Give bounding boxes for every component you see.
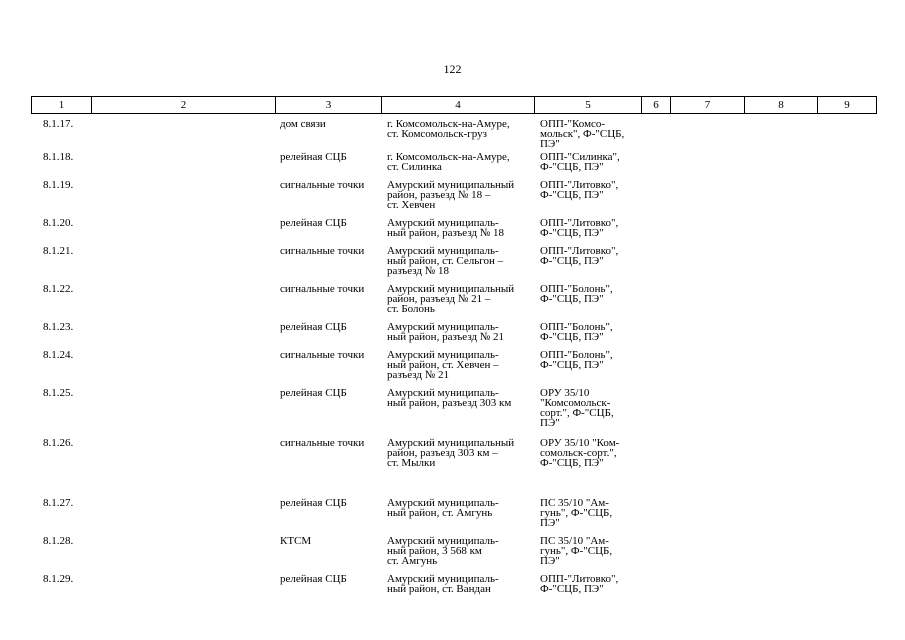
- table-row: [31, 284, 876, 322]
- object-type: [275, 438, 381, 498]
- owner-text: ПС 35/10 "Ам- гунь", Ф-"СЦБ, ПЭ": [540, 497, 613, 529]
- table-header: [31, 96, 877, 114]
- row-number: [31, 152, 91, 180]
- location: [381, 152, 534, 180]
- row-number: [31, 388, 91, 438]
- empty-cell: [91, 284, 275, 322]
- empty-cell: [641, 438, 670, 498]
- row-number: [31, 438, 91, 498]
- empty-cell: [670, 119, 744, 152]
- empty-cell: [91, 350, 275, 388]
- header-col-6: 6: [642, 97, 671, 114]
- owner-text: ПС 35/10 "Ам- гунь", Ф-"СЦБ, ПЭ": [540, 535, 613, 567]
- empty-cell: [817, 119, 876, 152]
- empty-cell: [744, 498, 817, 536]
- empty-cell: [670, 218, 744, 246]
- row-number: [31, 284, 91, 322]
- empty-cell: [670, 536, 744, 574]
- owner-text: ОПП-"Болонь", Ф-"СЦБ, ПЭ": [540, 283, 613, 305]
- header-col-3: 3: [276, 97, 382, 114]
- empty-cell: [641, 180, 670, 218]
- empty-cell: [744, 284, 817, 322]
- empty-cell: [670, 388, 744, 438]
- location-text: Амурский муниципаль- ный район, разъезд № 21: [387, 321, 505, 343]
- empty-cell: [744, 350, 817, 388]
- owner-text: ОПП-"Литовко", Ф-"СЦБ, ПЭ": [540, 217, 619, 239]
- row-number: [31, 246, 91, 284]
- object-type-text: релейная СЦБ: [280, 217, 347, 229]
- owner: [534, 574, 641, 604]
- empty-cell: [817, 498, 876, 536]
- header-col-8: 8: [745, 97, 818, 114]
- owner-text: ОПП-"Литовко", Ф-"СЦБ, ПЭ": [540, 245, 619, 267]
- owner-text: ОПП-"Комсо- мольск", Ф-"СЦБ, ПЭ": [540, 118, 625, 150]
- table-row: [31, 322, 876, 350]
- location: [381, 284, 534, 322]
- row-number-text: 8.1.22.: [43, 283, 74, 295]
- location: [381, 119, 534, 152]
- empty-cell: [91, 536, 275, 574]
- owner: [534, 350, 641, 388]
- empty-cell: [744, 536, 817, 574]
- row-number: [31, 218, 91, 246]
- empty-cell: [641, 284, 670, 322]
- owner-text: ОПП-"Болонь", Ф-"СЦБ, ПЭ": [540, 321, 613, 343]
- table-row: [31, 246, 876, 284]
- row-number: [31, 536, 91, 574]
- object-type-text: релейная СЦБ: [280, 573, 347, 585]
- header-col-2: 2: [92, 97, 276, 114]
- location: [381, 180, 534, 218]
- empty-cell: [641, 350, 670, 388]
- empty-cell: [817, 322, 876, 350]
- object-type-text: сигнальные точки: [280, 245, 365, 257]
- object-type: [275, 322, 381, 350]
- empty-cell: [641, 536, 670, 574]
- empty-cell: [91, 574, 275, 604]
- empty-cell: [817, 388, 876, 438]
- object-type: [275, 246, 381, 284]
- empty-cell: [641, 152, 670, 180]
- row-number-text: 8.1.26.: [43, 437, 74, 449]
- table-row: [31, 498, 876, 536]
- empty-cell: [641, 574, 670, 604]
- empty-cell: [744, 152, 817, 180]
- empty-cell: [91, 180, 275, 218]
- location-text: Амурский муниципальный район, разъезд 303 км – ст. Мылки: [387, 437, 515, 469]
- header-col-7: 7: [671, 97, 745, 114]
- row-number: [31, 180, 91, 218]
- owner-text: ОПП-"Литовко", Ф-"СЦБ, ПЭ": [540, 179, 619, 201]
- object-type: [275, 388, 381, 438]
- location: [381, 322, 534, 350]
- owner: [534, 284, 641, 322]
- empty-cell: [744, 574, 817, 604]
- location-text: Амурский муниципаль- ный район, разъезд № 18: [387, 217, 505, 239]
- row-number-text: 8.1.28.: [43, 535, 74, 547]
- location-text: Амурский муниципаль- ный район, ст. Сельгон – разъезд № 18: [387, 245, 504, 277]
- empty-cell: [817, 574, 876, 604]
- empty-cell: [91, 119, 275, 152]
- object-type: [275, 574, 381, 604]
- object-type: [275, 536, 381, 574]
- location: [381, 388, 534, 438]
- owner-text: ОРУ 35/10 "Комсомольск- сорт.", Ф-"СЦБ, ПЭ": [540, 387, 614, 429]
- empty-cell: [670, 438, 744, 498]
- owner: [534, 218, 641, 246]
- empty-cell: [641, 498, 670, 536]
- object-type: [275, 350, 381, 388]
- owner: [534, 388, 641, 438]
- owner: [534, 119, 641, 152]
- empty-cell: [817, 218, 876, 246]
- row-number-text: 8.1.24.: [43, 349, 74, 361]
- location-text: г. Комсомольск-на-Амуре, ст. Комсомольск-груз: [387, 118, 510, 140]
- owner: [534, 438, 641, 498]
- row-number: [31, 119, 91, 152]
- empty-cell: [641, 119, 670, 152]
- row-number-text: 8.1.17.: [43, 118, 74, 130]
- empty-cell: [670, 322, 744, 350]
- empty-cell: [641, 218, 670, 246]
- object-type-text: релейная СЦБ: [280, 387, 347, 399]
- location-text: Амурский муниципаль- ный район, ст. Вандан: [387, 573, 499, 595]
- location: [381, 218, 534, 246]
- table-row: [31, 119, 876, 152]
- empty-cell: [670, 180, 744, 218]
- empty-cell: [817, 180, 876, 218]
- empty-cell: [817, 350, 876, 388]
- object-type: [275, 152, 381, 180]
- row-number-text: 8.1.29.: [43, 573, 74, 585]
- empty-cell: [817, 536, 876, 574]
- header-col-5: 5: [535, 97, 642, 114]
- table-row: [31, 180, 876, 218]
- location: [381, 438, 534, 498]
- empty-cell: [641, 246, 670, 284]
- location-text: Амурский муниципаль- ный район, разъезд 303 км: [387, 387, 512, 409]
- location-text: Амурский муниципаль- ный район, 3 568 км ст. Амгунь: [387, 535, 499, 567]
- empty-cell: [670, 246, 744, 284]
- empty-cell: [91, 388, 275, 438]
- location: [381, 574, 534, 604]
- header-col-9: 9: [818, 97, 877, 114]
- empty-cell: [817, 438, 876, 498]
- object-type: [275, 119, 381, 152]
- object-type-text: релейная СЦБ: [280, 151, 347, 163]
- empty-cell: [817, 152, 876, 180]
- row-number: [31, 350, 91, 388]
- table-row: [31, 350, 876, 388]
- row-number-text: 8.1.20.: [43, 217, 74, 229]
- location: [381, 498, 534, 536]
- location-text: г. Комсомольск-на-Амуре, ст. Силинка: [387, 151, 510, 173]
- object-type-text: сигнальные точки: [280, 283, 365, 295]
- empty-cell: [670, 284, 744, 322]
- owner: [534, 152, 641, 180]
- location: [381, 350, 534, 388]
- row-number-text: 8.1.21.: [43, 245, 74, 257]
- empty-cell: [670, 152, 744, 180]
- object-type-text: КТСМ: [280, 535, 312, 547]
- location: [381, 246, 534, 284]
- empty-cell: [91, 246, 275, 284]
- empty-cell: [817, 246, 876, 284]
- object-type-text: дом связи: [280, 118, 326, 130]
- object-type-text: сигнальные точки: [280, 437, 365, 449]
- location: [381, 536, 534, 574]
- owner: [534, 498, 641, 536]
- owner: [534, 536, 641, 574]
- empty-cell: [641, 388, 670, 438]
- object-type: [275, 284, 381, 322]
- row-number-text: 8.1.25.: [43, 387, 74, 399]
- header-row: [32, 97, 877, 114]
- table-row: [31, 536, 876, 574]
- owner-text: ОПП-"Болонь", Ф-"СЦБ, ПЭ": [540, 349, 613, 371]
- empty-cell: [670, 574, 744, 604]
- object-type-text: релейная СЦБ: [280, 497, 347, 509]
- table-row: [31, 574, 876, 604]
- empty-cell: [744, 180, 817, 218]
- empty-cell: [744, 388, 817, 438]
- empty-cell: [744, 246, 817, 284]
- empty-cell: [744, 322, 817, 350]
- object-type-text: сигнальные точки: [280, 349, 365, 361]
- table-row: [31, 152, 876, 180]
- object-type: [275, 180, 381, 218]
- row-number-text: 8.1.23.: [43, 321, 74, 333]
- header-col-1: 1: [32, 97, 92, 114]
- empty-cell: [817, 284, 876, 322]
- owner: [534, 180, 641, 218]
- location-text: Амурский муниципаль- ный район, ст. Хевчен – разъезд № 21: [387, 349, 499, 381]
- empty-cell: [91, 152, 275, 180]
- location-text: Амурский муниципальный район, разъезд № 18 – ст. Хевчен: [387, 179, 515, 211]
- table-row: [31, 218, 876, 246]
- empty-cell: [670, 498, 744, 536]
- row-number: [31, 574, 91, 604]
- page-number: 122: [443, 62, 462, 76]
- header-col-4: 4: [382, 97, 535, 114]
- row-number: [31, 498, 91, 536]
- table-row: [31, 438, 876, 498]
- object-type: [275, 498, 381, 536]
- row-number-text: 8.1.19.: [43, 179, 74, 191]
- empty-cell: [91, 322, 275, 350]
- data-table: [31, 119, 876, 604]
- location-text: Амурский муниципальный район, разъезд № 21 – ст. Болонь: [387, 283, 515, 315]
- location-text: Амурский муниципаль- ный район, ст. Амгунь: [387, 497, 499, 519]
- row-number-text: 8.1.27.: [43, 497, 74, 509]
- row-number-text: 8.1.18.: [43, 151, 74, 163]
- empty-cell: [91, 438, 275, 498]
- owner: [534, 322, 641, 350]
- empty-cell: [641, 322, 670, 350]
- object-type-text: релейная СЦБ: [280, 321, 347, 333]
- owner-text: ОРУ 35/10 "Ком- сомольск-сорт.", Ф-"СЦБ, ПЭ": [540, 437, 620, 469]
- owner-text: ОПП-"Силинка", Ф-"СЦБ, ПЭ": [540, 151, 620, 173]
- empty-cell: [91, 218, 275, 246]
- empty-cell: [744, 438, 817, 498]
- object-type: [275, 218, 381, 246]
- table-row: [31, 388, 876, 438]
- empty-cell: [670, 350, 744, 388]
- empty-cell: [91, 498, 275, 536]
- owner: [534, 246, 641, 284]
- empty-cell: [744, 119, 817, 152]
- row-number: [31, 322, 91, 350]
- empty-cell: [744, 218, 817, 246]
- owner-text: ОПП-"Литовко", Ф-"СЦБ, ПЭ": [540, 573, 619, 595]
- object-type-text: сигнальные точки: [280, 179, 365, 191]
